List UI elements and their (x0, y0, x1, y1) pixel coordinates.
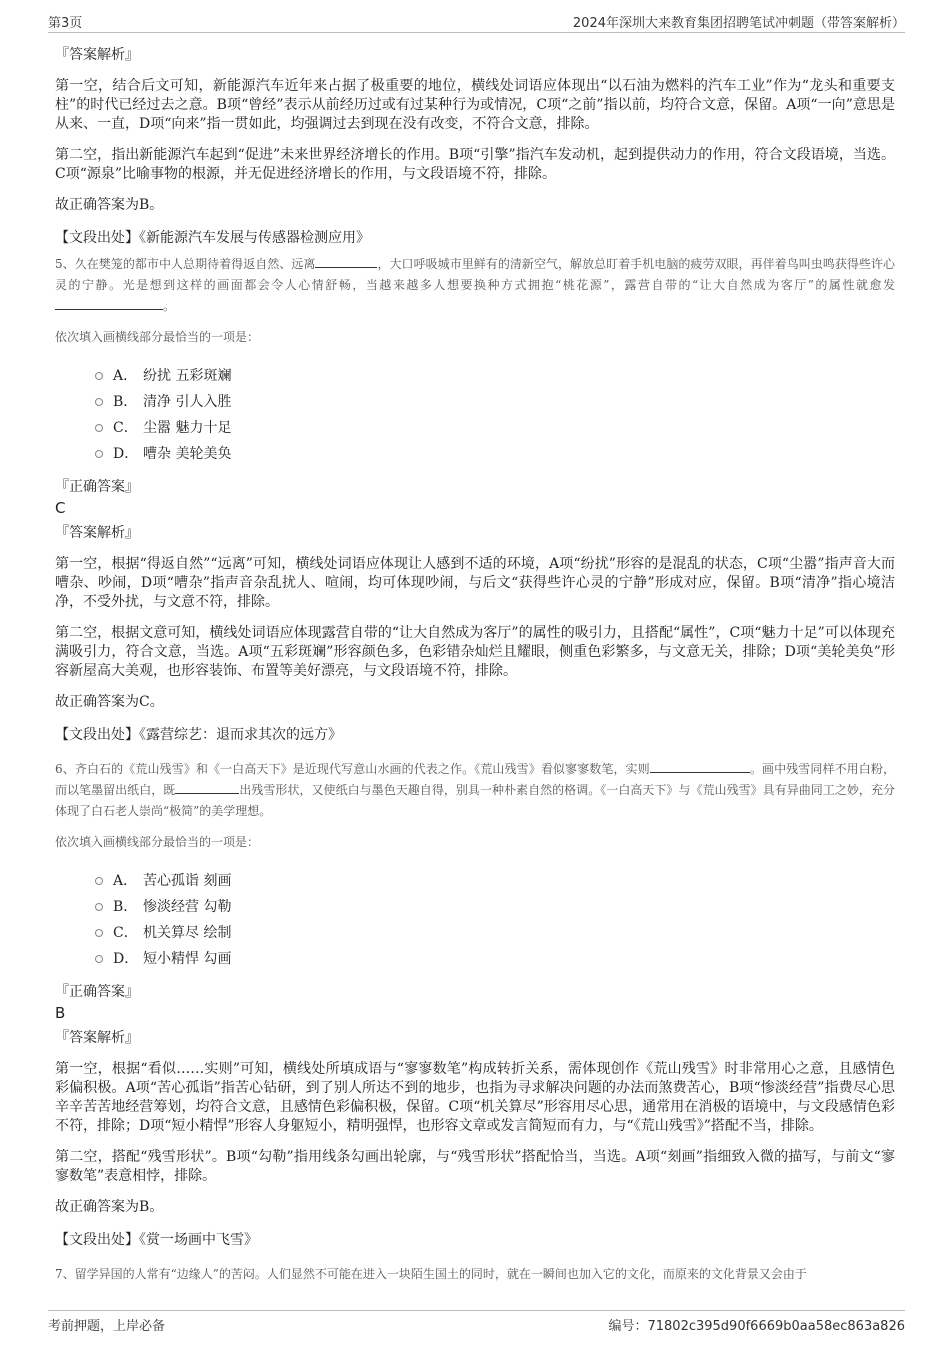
q4-analysis-para-1: 第一空，结合后文可知，新能源汽车近年来占据了极重要的地位，横线处词语应体现出“以石油为燃料的汽车工业”作为“龙头和重要支柱”的时代已经过去之意。B项“曾经”表示从前经历过或有过某种行为或情况，C项“之前”指以前，均符合文意，保留。A项“一向”意思是从来、一直，D项“向来”指一贯如此，均强调过去到现在没有改变，不符合文意，排除。 (55, 78, 895, 132)
option-text: 惨淡经营 勾勒 (143, 899, 232, 915)
option-text: 短小精悍 勾画 (143, 951, 232, 967)
document-title: 2024年深圳大来教育集团招聘笔试冲刺题（带答案解析） (572, 16, 905, 31)
q6-correct-answer: B (55, 1004, 66, 1022)
q6-option-b[interactable] (95, 894, 895, 920)
radio-icon[interactable] (95, 372, 103, 380)
q6-source: 【文段出处】《赏一场画中飞雪》 (55, 1232, 258, 1248)
q5-correct-answer: C (55, 499, 66, 517)
q5-option-d[interactable] (95, 441, 895, 467)
q5-option-c[interactable] (95, 415, 895, 441)
footer-slogan: 考前押题，上岸必备 (48, 1319, 166, 1334)
option-text: 嘈杂 美轮美奂 (143, 446, 232, 462)
q5-option-a[interactable] (95, 363, 895, 389)
q6-option-a[interactable] (95, 868, 895, 894)
q6-blank-1 (650, 760, 750, 773)
q5-blank-2 (55, 297, 163, 310)
option-letter: D． (113, 951, 139, 967)
q4-source: 【文段出处】《新能源汽车发展与传感器检测应用》 (55, 230, 370, 246)
q5-analysis-para-2: 第二空，根据文意可知，横线处词语应体现露营自带的“让大自然成为客厅”的属性的吸引力，且搭配“属性”，C项“魅力十足”可以体现充满吸引力，符合文意，当选。A项“五彩斑斓”形容颜色多，色彩错杂灿烂且耀眼，侧重色彩繁多，与文意无关，排除；D项“美轮美奂”形容新屋高大美观，也形容装饰、布置等美好漂亮，与文段语境不符，排除。 (55, 625, 895, 679)
q6-option-d[interactable] (95, 946, 895, 972)
q5-instruction: 依次填入画横线部分最恰当的一项是： (55, 330, 260, 344)
q5-question-text (55, 254, 895, 317)
radio-icon[interactable] (95, 955, 103, 963)
q5-text-part-3: 。 (163, 299, 176, 313)
q6-instruction: 依次填入画横线部分最恰当的一项是： (55, 835, 260, 849)
option-text: 清净 引人入胜 (143, 394, 232, 410)
q6-analysis-tag: 『答案解析』 (55, 1030, 139, 1046)
radio-icon[interactable] (95, 450, 103, 458)
q5-source: 【文段出处】《露营综艺：退而求其次的远方》 (55, 727, 342, 743)
option-text: 苦心孤诣 刻画 (143, 873, 232, 889)
q4-analysis-para-2: 第二空，指出新能源汽车起到“促进”未来世界经济增长的作用。B项“引擎”指汽车发动机，起到提供动力的作用，符合文段语境，当选。C项“源泉”比喻事物的根源，并无促进经济增长的作用，与文段语境不符，排除。 (55, 147, 895, 182)
page-number: 第3页 (48, 16, 83, 31)
q5-blank-1 (315, 255, 377, 268)
option-letter: B． (113, 899, 138, 915)
q5-final-answer: 故正确答案为C。 (55, 694, 164, 710)
radio-icon[interactable] (95, 929, 103, 937)
q4-analysis-tag: 『答案解析』 (55, 47, 139, 63)
radio-icon[interactable] (95, 398, 103, 406)
option-text: 纷扰 五彩斑斓 (143, 368, 232, 384)
document-body (55, 45, 895, 1295)
q5-text-part-1: 5、久在樊笼的都市中人总期待着得返自然、远离 (55, 257, 316, 271)
q6-analysis-para-1: 第一空，根据“看似……实则”可知，横线处所填成语与“寥寥数笔”构成转折关系，需体现创作《荒山残雪》时非常用心之意，且感情色彩偏积极。A项“苦心孤诣”指苦心钻研，到了别人所达不到的地步，也指为寻求解决问题的办法而煞费苦心，B项“惨淡经营”指费尽心思辛辛苦苦地经营筹划，均符合文意，且感情色彩偏积极，保留。C项“机关算尽”形容用尽心思，通常用在消极的语境中，与文段感情色彩不符，排除；D项“短小精悍”形容人身躯短小，精明强悍，也形容文章或发言简短而有力，与“《荒山残雪》”搭配不当，排除。 (55, 1061, 895, 1134)
q5-analysis-tag: 『答案解析』 (55, 525, 139, 541)
option-letter: B． (113, 394, 138, 410)
radio-icon[interactable] (95, 424, 103, 432)
q6-option-c[interactable] (95, 920, 895, 946)
q5-options (95, 363, 895, 467)
option-letter: A． (113, 368, 138, 384)
q5-option-b[interactable] (95, 389, 895, 415)
q6-options (95, 868, 895, 972)
page-footer (48, 1310, 905, 1337)
q4-final-answer: 故正确答案为B。 (55, 197, 164, 213)
q6-text-part-1: 6、齐白石的《荒山残雪》和《一白高天下》是近现代写意山水画的代表之作。《荒山残雪》看似寥寥数笔，实则 (55, 762, 650, 776)
page-header (48, 10, 905, 33)
document-code: 编号：71802c395d90f6669b0aa58ec863a826 (608, 1319, 905, 1334)
option-letter: C． (113, 925, 138, 941)
option-letter: A． (113, 873, 138, 889)
radio-icon[interactable] (95, 877, 103, 885)
q5-correct-tag: 『正确答案』 (55, 479, 139, 495)
option-letter: C． (113, 420, 138, 436)
q6-correct-tag: 『正确答案』 (55, 984, 139, 1000)
q6-analysis-para-2: 第二空，搭配“残雪形状”。B项“勾勒”指用线条勾画出轮廓，与“残雪形状”搭配恰当，当选。A项“刻画”指细致入微的描写，与前文“寥寥数笔”表意相悖，排除。 (55, 1149, 895, 1184)
radio-icon[interactable] (95, 903, 103, 911)
q6-text-part-2: 。画中残雪同样不用白粉，而以笔墨留出纸白，既 (55, 762, 895, 797)
option-letter: D． (113, 446, 139, 462)
q6-final-answer: 故正确答案为B。 (55, 1199, 164, 1215)
option-text: 尘嚣 魅力十足 (143, 420, 232, 436)
q7-question-text: 7、留学异国的人常有“边缘人”的苦闷。人们显然不可能在进入一块陌生国土的同时，就在一瞬间也加入它的文化，而原来的文化背景又会由于 (55, 1267, 807, 1281)
option-text: 机关算尽 绘制 (143, 925, 232, 941)
q5-analysis-para-1: 第一空，根据“得返自然”“远离”可知，横线处词语应体现让人感到不适的环境，A项“纷扰”形容的是混乱的状态，C项“尘嚣”指声音大而嘈杂、吵闹，D项“嘈杂”指声音杂乱扰人、喧闹，均可体现吵闹，与后文“获得些许心灵的宁静”形成对应，保留。B项“清净”指心境洁净，不受外扰，与文意不符，排除。 (55, 556, 895, 610)
q5-text-part-2: ，大口呼吸城市里鲜有的清新空气，解放总盯着手机电脑的疲劳双眼，再伴着鸟叫虫鸣获得些许心灵的宁静。光是想到这样的画面都会令人心情舒畅，当越来越多人想要换种方式拥抱“桃花源”，露营自带的“让大自然成为客厅”的属性就愈发 (55, 257, 895, 292)
q6-text-part-3: 出残雪形状，又使纸白与墨色天趣自得，别具一种朴素自然的格调。《一白高天下》与《荒山残雪》具有异曲同工之妙，充分体现了白石老人崇尚“极简”的美学理想。 (55, 783, 895, 818)
q6-blank-2 (175, 781, 239, 794)
q6-question-text (55, 759, 895, 822)
